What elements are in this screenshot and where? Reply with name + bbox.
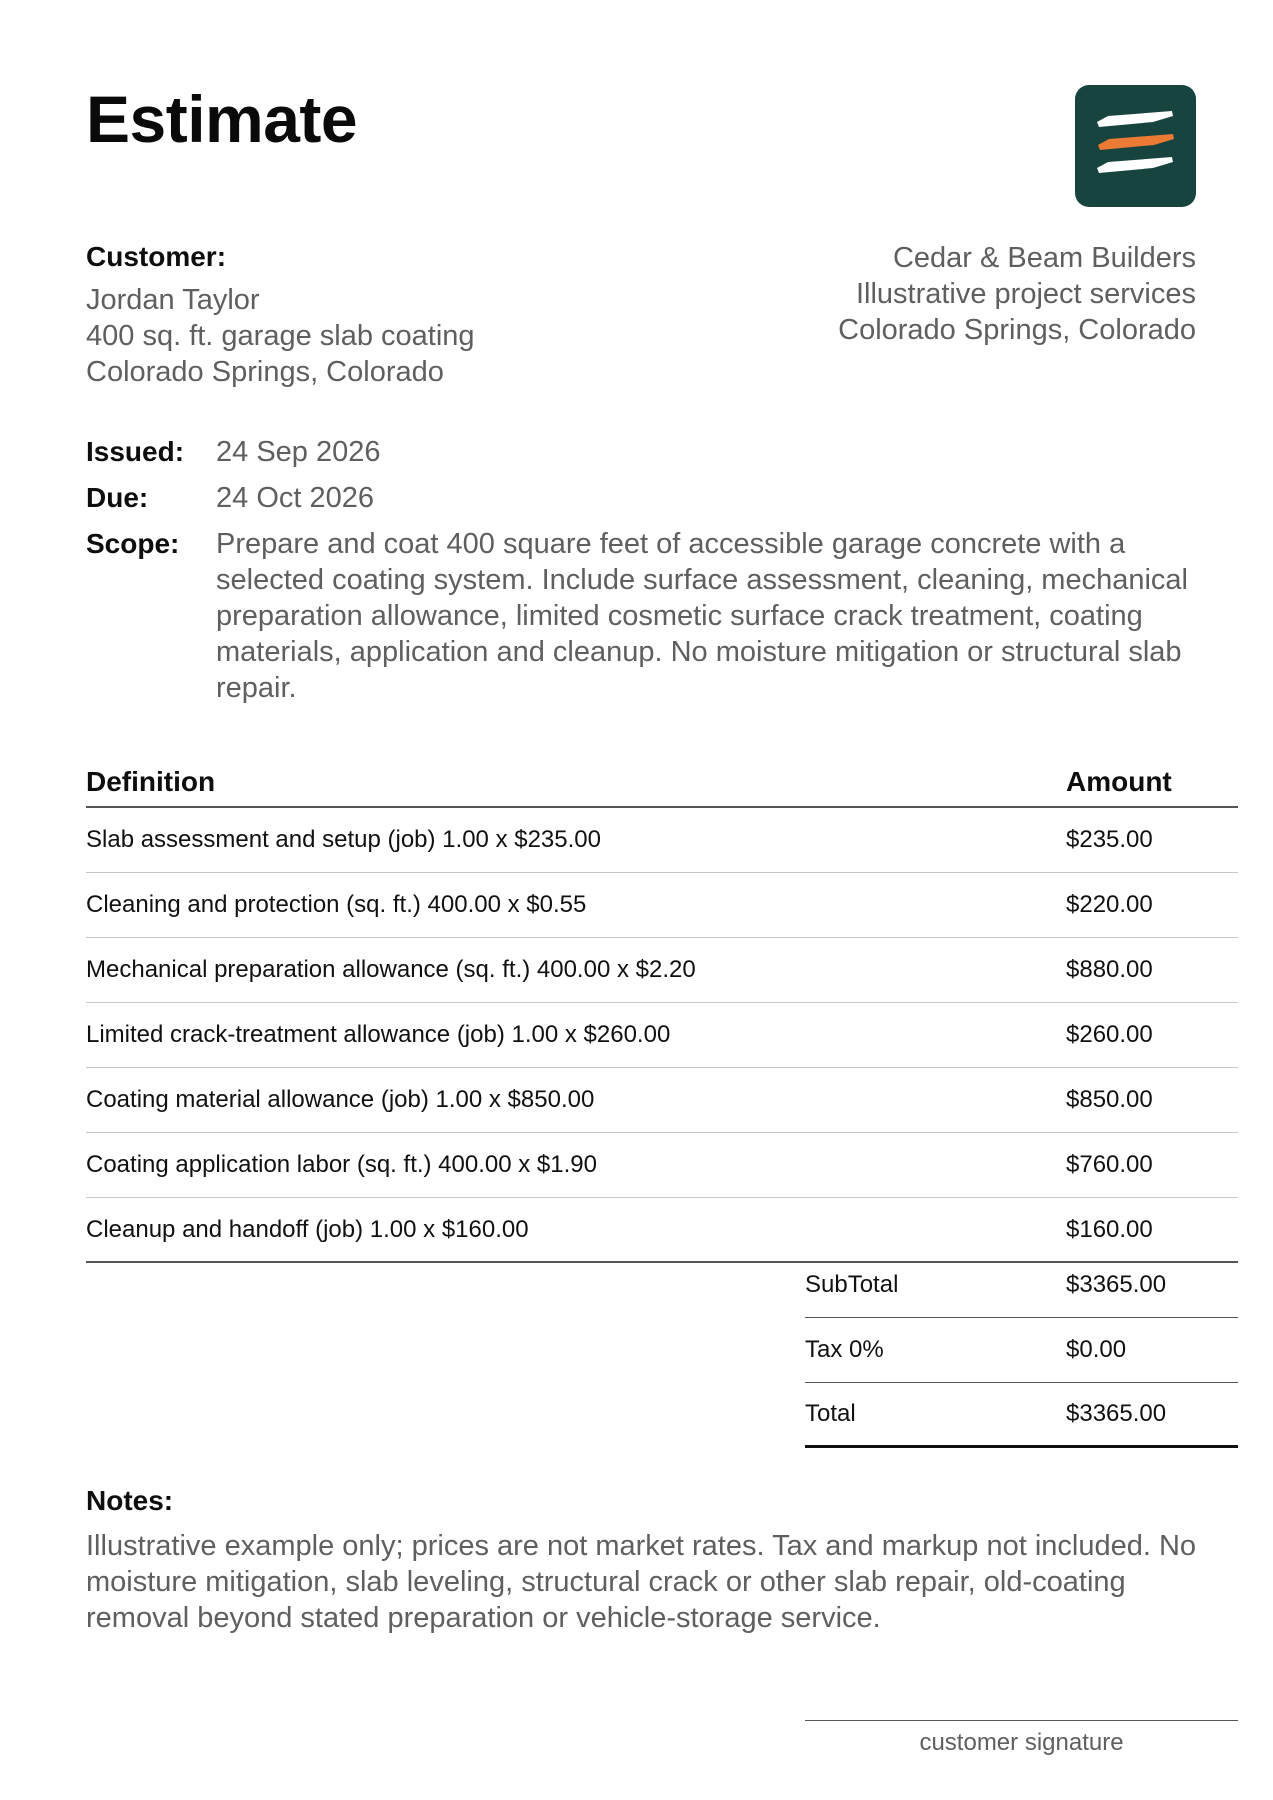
row-definition: Mechanical preparation allowance (sq. ft.) 400.00 x $2.20 <box>86 956 696 983</box>
due-row <box>86 480 1226 516</box>
customer-project: 400 sq. ft. garage slab coating <box>86 320 475 352</box>
table-row <box>86 938 1238 1003</box>
total-label: Total <box>805 1400 856 1427</box>
row-amount: $760.00 <box>1066 1151 1153 1178</box>
notes-text: Illustrative example only; prices are not market rates. Tax and markup not included. No moisture mitigation, slab leveling, structural crack or other slab repair, old-coating removal beyond stated preparation or vehicle-storage service. <box>86 1530 1197 1634</box>
row-definition: Coating application labor (sq. ft.) 400.00 x $1.90 <box>86 1151 597 1178</box>
row-amount: $880.00 <box>1066 956 1153 983</box>
layered-stripes-logo-icon <box>1075 85 1196 207</box>
company-block <box>596 240 1196 348</box>
row-definition: Coating material allowance (job) 1.00 x $850.00 <box>86 1086 595 1113</box>
company-name: Cedar & Beam Builders <box>892 242 1196 274</box>
issued-label: Issued: <box>86 436 185 467</box>
row-definition: Cleanup and handoff (job) 1.00 x $160.00 <box>86 1215 529 1243</box>
notes-label: Notes: <box>86 1485 174 1516</box>
estimate-meta <box>86 434 1226 706</box>
table-row <box>86 808 1238 873</box>
notes-block <box>86 1482 1236 1636</box>
scope-row <box>86 526 1226 706</box>
tax-label: Tax 0% <box>805 1336 884 1363</box>
row-amount: $220.00 <box>1066 891 1153 918</box>
issued-date: 24 Sep 2026 <box>216 436 381 468</box>
row-amount: $260.00 <box>1066 1021 1153 1048</box>
totals-block <box>805 1253 1238 1448</box>
tax-row <box>805 1318 1238 1383</box>
due-date: 24 Oct 2026 <box>216 482 374 514</box>
row-definition: Cleaning and protection (sq. ft.) 400.00 x $0.55 <box>86 891 587 918</box>
table-header <box>86 758 1238 808</box>
table-row <box>86 873 1238 938</box>
due-label: Due: <box>86 482 149 513</box>
company-location: Colorado Springs, Colorado <box>838 314 1196 346</box>
line-items-table <box>86 758 1238 1263</box>
row-amount: $235.00 <box>1066 826 1153 853</box>
table-row <box>86 1003 1238 1068</box>
tax-value: $0.00 <box>1066 1336 1127 1363</box>
subtotal-value: $3365.00 <box>1066 1271 1167 1298</box>
signature-label: customer signature <box>919 1729 1124 1756</box>
customer-label: Customer: <box>86 241 227 272</box>
row-amount: $160.00 <box>1066 1215 1153 1243</box>
customer-name: Jordan Taylor <box>86 284 260 316</box>
customer-signature-line[interactable] <box>805 1720 1238 1757</box>
page-title: Estimate <box>86 82 358 156</box>
amount-header: Amount <box>1066 766 1172 797</box>
row-definition: Slab assessment and setup (job) 1.00 x $235.00 <box>86 826 601 853</box>
total-row <box>805 1383 1238 1448</box>
company-tagline: Illustrative project services <box>855 278 1196 310</box>
row-definition: Limited crack-treatment allowance (job) 1.00 x $260.00 <box>86 1021 671 1048</box>
company-logo <box>1075 85 1196 207</box>
subtotal-label: SubTotal <box>805 1271 899 1298</box>
table-row <box>86 1068 1238 1133</box>
subtotal-row <box>805 1253 1238 1318</box>
scope-text: Prepare and coat 400 square feet of accessible garage concrete with a selected coating system. Include surface assessment, cleaning, mechanical preparation allowance, limited cosmetic surface crack treatment, coating materials, application and cleanup. No moisture mitigation or structural slab repair. <box>216 528 1188 704</box>
row-amount: $850.00 <box>1066 1086 1153 1113</box>
definition-header: Definition <box>86 766 216 797</box>
issued-row <box>86 434 1226 470</box>
scope-label: Scope: <box>86 528 180 559</box>
table-row <box>86 1133 1238 1198</box>
customer-location: Colorado Springs, Colorado <box>86 356 444 388</box>
total-value: $3365.00 <box>1066 1400 1167 1427</box>
